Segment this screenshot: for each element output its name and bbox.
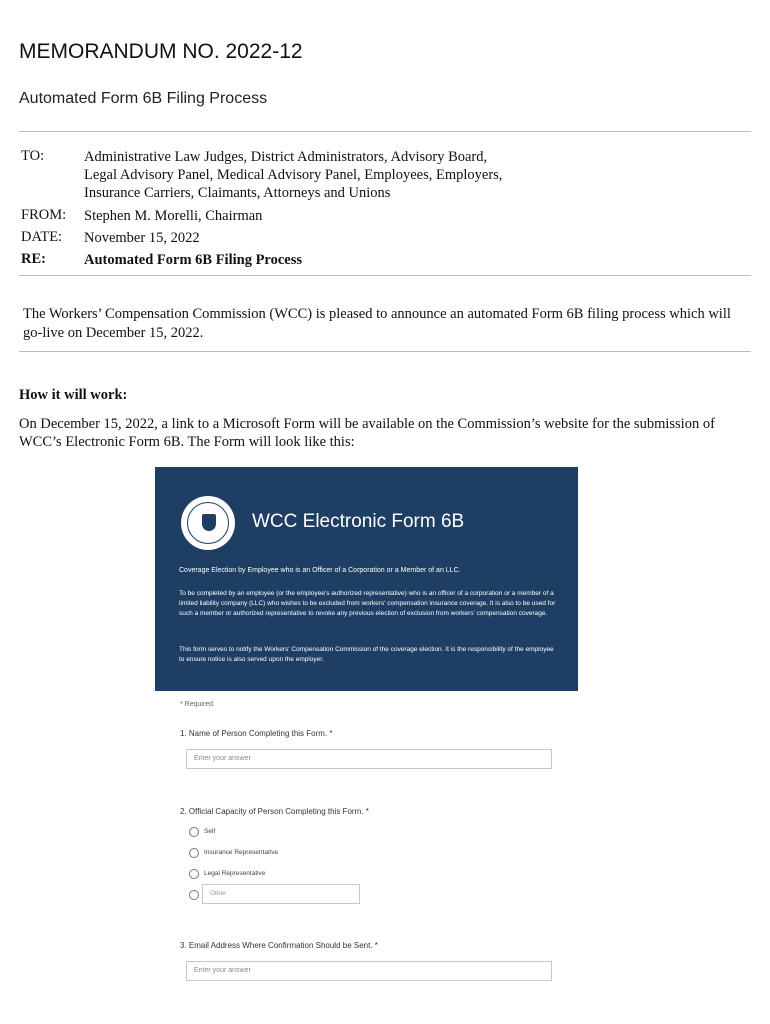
banner-title: WCC Electronic Form 6B [252,511,465,532]
form-banner [155,467,578,691]
body-paragraph: On December 15, 2022, a link to a Microsoft Form will be available on the Commission’s website for the submission of WCC’s Electronic Form 6B. The Form will look like this: [19,416,715,450]
banner-paragraph: This form serves to notify the Workers' Compensation Commission of the coverage election. It is the responsibility of the employee to ensure notice is also served upon the employer. [179,646,554,663]
option-label: Self [204,828,216,835]
date-value: November 15, 2022 [84,230,200,246]
to-label: TO: [21,148,45,164]
radio-icon [189,848,199,858]
date-label: DATE: [21,229,63,245]
question-2: 2. Official Capacity of Person Completing this Form. * [180,807,369,816]
from-label: FROM: [21,207,67,223]
to-line: Administrative Law Judges, District Administrators, Advisory Board, [84,149,488,165]
memo-subtitle: Automated Form 6B Filing Process [19,90,268,107]
radio-icon [189,890,199,900]
divider-header [19,275,751,276]
memo-title: MEMORANDUM NO. 2022-12 [19,40,303,63]
divider-intro [19,351,751,352]
divider-top [19,131,751,132]
from-value: Stephen M. Morelli, Chairman [84,208,263,224]
to-line: Insurance Carriers, Claimants, Attorneys and Unions [84,185,391,201]
option-label: Insurance Representative [204,849,279,856]
email-input: Enter your answer [186,961,552,981]
section-heading: How it will work: [19,387,128,403]
state-seal-icon [181,496,235,550]
banner-paragraph: To be completed by an employee (or the employee's authorized representative) who is an officer of a corporation or a member of a limited liability company (LLC) who wishes to be excluded from workers' compensation insurance coverage. It is also to be used for such a member or authorized representative to revoke any previous election of exclusion from workers' compensation coverage. [179,590,556,617]
intro-paragraph: The Workers’ Compensation Commission (WCC) is pleased to announce an automated Form 6B filing process which will go-live on December 15, 2022. [23,306,731,341]
name-input: Enter your answer [186,749,552,769]
option-label: Legal Representative [204,870,266,877]
question-1: 1. Name of Person Completing this Form. * [180,729,333,738]
radio-icon [189,827,199,837]
radio-icon [189,869,199,879]
re-value: Automated Form 6B Filing Process [84,252,303,268]
other-input: Other [202,884,360,904]
re-label: RE: [21,251,46,267]
to-line: Legal Advisory Panel, Medical Advisory Panel, Employees, Employers, [84,167,503,183]
question-3: 3. Email Address Where Confirmation Should be Sent. * [180,941,378,950]
banner-subtitle: Coverage Election by Employee who is an Officer of a Corporation or a Member of an LLC. [179,567,461,574]
required-note: * Required [180,701,214,708]
